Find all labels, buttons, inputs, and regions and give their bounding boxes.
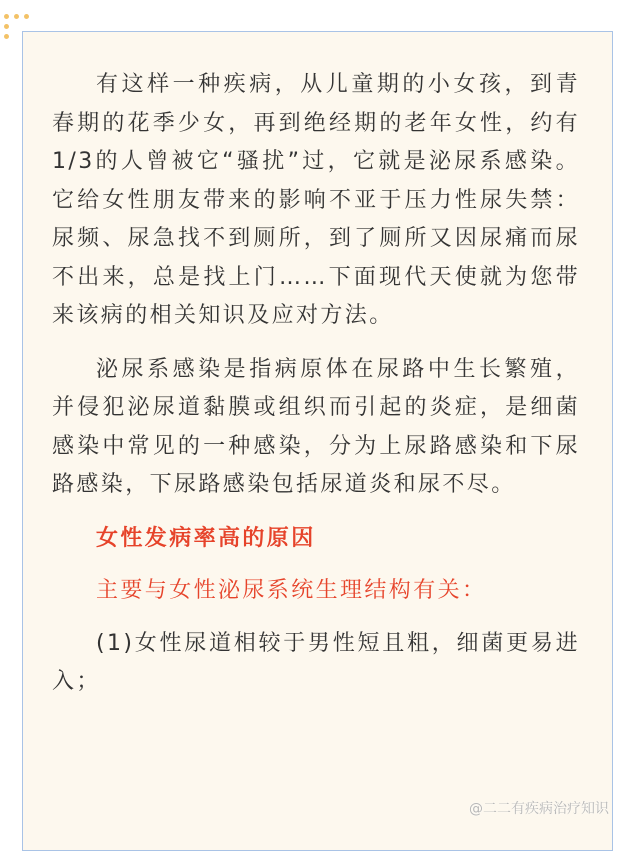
dot xyxy=(4,14,9,19)
dot xyxy=(4,24,9,29)
dot xyxy=(24,14,29,19)
point-1: (1)女性尿道相较于男性短且粗，细菌更易进入； xyxy=(52,630,580,694)
watermark-text: @二二有疾病治疗知识 xyxy=(469,801,609,817)
dot xyxy=(4,34,9,39)
dot xyxy=(14,14,19,19)
intro-paragraph: 有这样一种疾病，从儿童期的小女孩，到青春期的花季少女，再到绝经期的老年女性，约有1/3的人曾被它“骚扰”过，它就是泌尿系感染。它给女性朋友带来的影响不亚于压力性尿失禁：尿频、尿急找不到厕所，到了厕所又因尿痛而尿不出来，总是找上门……下面现代天使就为您带来该病的相关知识及应对方法。 xyxy=(52,72,580,328)
definition-paragraph: 泌尿系感染是指病原体在尿路中生长繁殖，并侵犯泌尿道黏膜或组织而引起的炎症，是细菌感染中常见的一种感染，分为上尿路感染和下尿路感染，下尿路感染包括尿道炎和尿不尽。 xyxy=(52,356,580,497)
section-heading: 女性发病率高的原因 xyxy=(96,525,316,551)
article-body xyxy=(52,66,580,717)
section-subheading: 主要与女性泌尿系统生理结构有关： xyxy=(96,578,487,603)
